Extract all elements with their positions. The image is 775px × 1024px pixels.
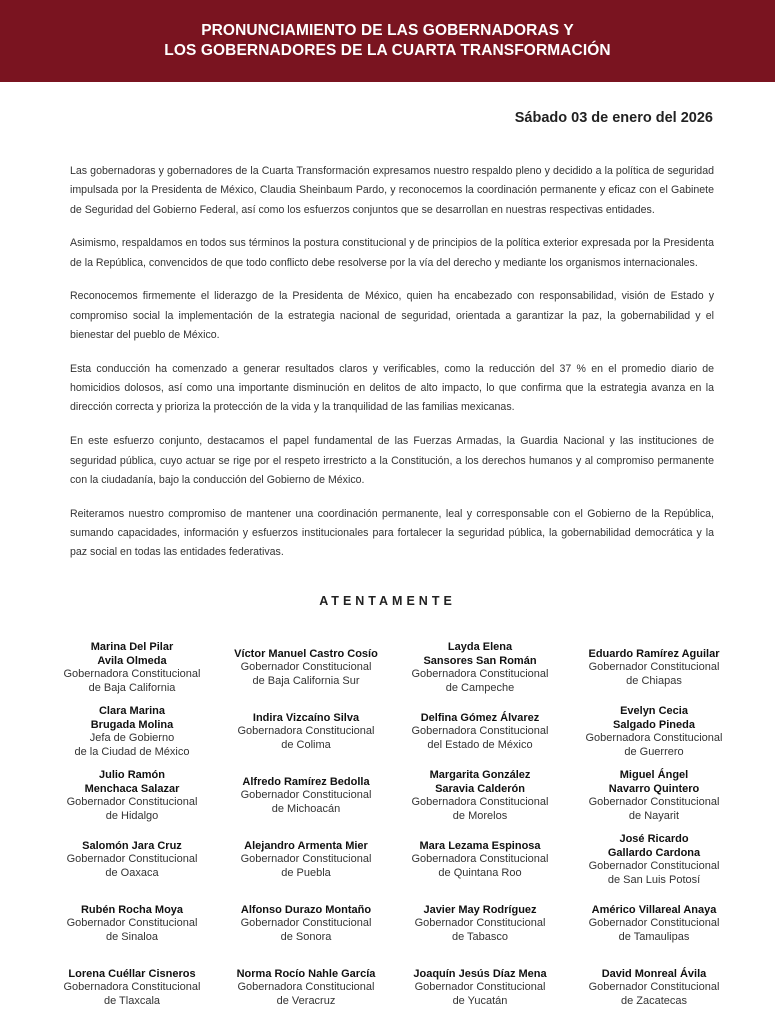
signatory-title: Gobernador Constitucional	[66, 853, 198, 866]
signature-block	[45, 956, 219, 1020]
signatory-name: Avila Olmeda	[97, 654, 167, 667]
signatory-title: Gobernadora Constitucional	[237, 725, 375, 738]
header-title-line-2: LOS GOBERNADORES DE LA CUARTA TRANSFORMACIÓN	[164, 42, 611, 59]
signatory-name: Julio Ramón	[98, 769, 165, 781]
signatory-name: Brugada Molina	[90, 718, 174, 731]
signature-block	[219, 764, 393, 828]
signatory-title: de Michoacán	[271, 802, 341, 815]
signatory-name: Indira Vizcaíno Silva	[252, 711, 360, 724]
header-banner	[0, 0, 775, 82]
signatory-name: Américo Villareal Anaya	[591, 903, 717, 916]
signature-block	[393, 828, 567, 892]
signatory-name: Javier May Rodríguez	[423, 903, 537, 916]
signatory-title: Gobernadora Constitucional	[411, 853, 549, 866]
signature-block	[567, 892, 741, 956]
signatory-name: José Ricardo	[619, 833, 689, 845]
signatory-name: Gallardo Cardona	[607, 846, 701, 859]
paragraph: Asimismo, respaldamos en todos sus términos la postura constitucional y de principios de la política exterior expresada por la Presidenta de la República, convencidos de que todo conflicto debe resolverse por la vía del derecho y mediante los organismos internacionales.	[70, 237, 714, 269]
signatory-name: Norma Rocío Nahle García	[236, 967, 376, 980]
signature-block	[45, 828, 219, 892]
signatory-name: Salomón Jara Cruz	[82, 839, 182, 852]
signatory-name: Salgado Pineda	[613, 718, 695, 731]
signature-block	[393, 892, 567, 956]
signature-block	[393, 636, 567, 700]
signatory-title: Gobernadora Constitucional	[585, 732, 723, 744]
signatory-name: Marina Del Pilar	[90, 641, 174, 653]
signature-block	[567, 956, 741, 1020]
signatory-name: Miguel Ángel	[619, 769, 689, 781]
signature-block	[219, 956, 393, 1020]
signatory-title: Gobernador Constitucional	[588, 860, 720, 872]
signatory-name: Lorena Cuéllar Cisneros	[68, 967, 196, 980]
paragraph: Reiteramos nuestro compromiso de mantener una coordinación permanente, leal y corresponsable con el Gobierno de la República, sumando capacidades, información y esfuerzos institucionales para fortalecer la seguridad pública, la gobernabilidad democrática y la paz social en todas las entidades federativas.	[70, 507, 714, 559]
signatory-title: de Puebla	[281, 866, 331, 879]
signatory-title: de Oaxaca	[105, 866, 159, 879]
signature-block	[567, 636, 741, 700]
signatory-title: de Yucatán	[452, 994, 508, 1007]
signatory-title: Gobernador Constitucional	[414, 981, 546, 994]
signatory-title: Gobernadora Constitucional	[237, 981, 375, 994]
signature-block	[45, 700, 219, 764]
signatures-grid	[45, 636, 741, 1020]
signatory-title: Gobernador Constitucional	[240, 917, 372, 930]
signatory-name: Menchaca Salazar	[84, 782, 180, 795]
signatory-title: de la Ciudad de México	[74, 745, 190, 758]
signatory-title: Gobernador Constitucional	[66, 796, 198, 808]
signatory-title: Jefa de Gobierno	[89, 732, 175, 744]
signature-block	[219, 828, 393, 892]
signature-block	[219, 636, 393, 700]
signatory-title: de Zacatecas	[620, 994, 688, 1007]
signature-block	[45, 636, 219, 700]
paragraph: Reconocemos firmemente el liderazgo de la Presidenta de México, quien ha encabezado con responsabilidad, visión de Estado y compromiso social la implementación de la estrategia nacional de seguridad, orientada a garantizar la paz, la gobernabilidad y el bienestar del pueblo de México.	[70, 290, 714, 342]
signatory-name: Navarro Quintero	[608, 782, 700, 795]
signature-block	[219, 892, 393, 956]
signatory-name: Alfonso Durazo Montaño	[240, 903, 372, 916]
signatory-name: Víctor Manuel Castro Cosío	[234, 647, 378, 660]
signature-block	[393, 764, 567, 828]
signatory-title: Gobernador Constitucional	[240, 789, 372, 802]
signatory-title: de Veracruz	[276, 994, 336, 1007]
signature-block	[567, 700, 741, 764]
document-body	[70, 162, 714, 577]
signature-block	[567, 764, 741, 828]
signatory-title: Gobernador Constitucional	[588, 796, 720, 808]
signature-block	[567, 828, 741, 892]
signatory-title: de Sonora	[280, 930, 332, 943]
document-date: Sábado 03 de enero del 2026	[514, 110, 713, 126]
signatory-title: Gobernador Constitucional	[240, 853, 372, 866]
signatory-title: de Tlaxcala	[103, 994, 161, 1007]
signatory-name: Clara Marina	[98, 705, 166, 717]
signatory-name: Margarita González	[429, 769, 531, 781]
signatory-title: Gobernador Constitucional	[588, 917, 720, 930]
signatory-title: Gobernadora Constitucional	[411, 796, 549, 808]
signatory-title: Gobernador Constitucional	[588, 661, 720, 674]
signatory-name: Rubén Rocha Moya	[80, 903, 184, 916]
signatory-title: de Colima	[281, 738, 331, 751]
signatory-title: del Estado de México	[427, 738, 533, 751]
signatory-title: de Baja California	[88, 681, 176, 694]
signatory-name: Delfina Gómez Álvarez	[420, 711, 540, 724]
signatory-title: Gobernadora Constitucional	[411, 668, 549, 680]
signatory-name: Joaquín Jesús Díaz Mena	[413, 967, 547, 980]
signatory-name: Evelyn Cecia	[620, 705, 688, 717]
signatory-name: Layda Elena	[447, 641, 513, 653]
signatory-title: Gobernadora Constitucional	[411, 725, 549, 738]
signatory-name: Alejandro Armenta Mier	[244, 839, 368, 852]
signatory-title: de Sinaloa	[106, 930, 158, 943]
signatory-title: Gobernadora Constitucional	[63, 981, 201, 994]
paragraph: Esta conducción ha comenzado a generar resultados claros y verificables, como la reducción del 37 % en el promedio diario de homicidios dolosos, así como una importante disminución en delitos de alto impacto, lo que confirma que la estrategia avanza en la dirección correcta y prioriza la protección de la vida y la tranquilidad de las familias mexicanas.	[70, 362, 714, 414]
signatory-title: de Chiapas	[626, 674, 682, 687]
signature-block	[393, 700, 567, 764]
signatory-title: Gobernador Constitucional	[414, 917, 546, 930]
signatory-name: David Monreal Ávila	[601, 967, 707, 980]
signatory-title: de Tamaulipas	[618, 930, 690, 943]
signatory-title: de Guerrero	[624, 745, 684, 758]
signatory-title: Gobernador Constitucional	[588, 981, 720, 994]
signatory-title: de Nayarit	[628, 809, 680, 822]
signatory-name: Eduardo Ramírez Aguilar	[588, 647, 720, 660]
header-title-line-1: PRONUNCIAMIENTO DE LAS GOBERNADORAS Y	[201, 22, 574, 39]
signatory-title: Gobernadora Constitucional	[63, 668, 201, 680]
signatory-title: de Morelos	[452, 809, 508, 822]
signatory-title: de San Luis Potosí	[607, 873, 701, 886]
signatory-title: Gobernador Constitucional	[240, 661, 372, 674]
signatory-title: de Baja California Sur	[252, 674, 360, 687]
signatory-title: Gobernador Constitucional	[66, 917, 198, 930]
signatory-title: de Quintana Roo	[438, 866, 522, 879]
signatory-name: Mara Lezama Espinosa	[419, 839, 541, 852]
signatory-title: de Hidalgo	[105, 809, 159, 822]
signature-block	[219, 700, 393, 764]
signatory-name: Saravia Calderón	[435, 782, 525, 795]
signatory-title: de Campeche	[445, 681, 515, 694]
signature-block	[45, 892, 219, 956]
signature-block	[393, 956, 567, 1020]
paragraph: En este esfuerzo conjunto, destacamos el papel fundamental de las Fuerzas Armadas, la Guardia Nacional y las instituciones de seguridad pública, cuyo actuar se rige por el respeto irrestricto a la Constitución, a los derechos humanos y al compromiso permanente con la ciudadanía, bajo la conducción del Gobierno de México.	[70, 435, 714, 486]
signature-block	[45, 764, 219, 828]
signatory-name: Sansores San Román	[423, 654, 537, 667]
signatory-title: de Tabasco	[451, 930, 509, 943]
paragraph: Las gobernadoras y gobernadores de la Cuarta Transformación expresamos nuestro respaldo pleno y decidido a la política de seguridad impulsada por la Presidenta de México, Claudia Sheinbaum Pardo, y reconocemos la coordinación permanente y eficaz con el Gabinete de Seguridad del Gobierno Federal, así como los esfuerzos conjuntos que se desarrollan en nuestras respectivas entidades.	[70, 165, 714, 216]
signatory-name: Alfredo Ramírez Bedolla	[242, 775, 370, 788]
closing-heading: ATENTAMENTE	[319, 594, 456, 608]
